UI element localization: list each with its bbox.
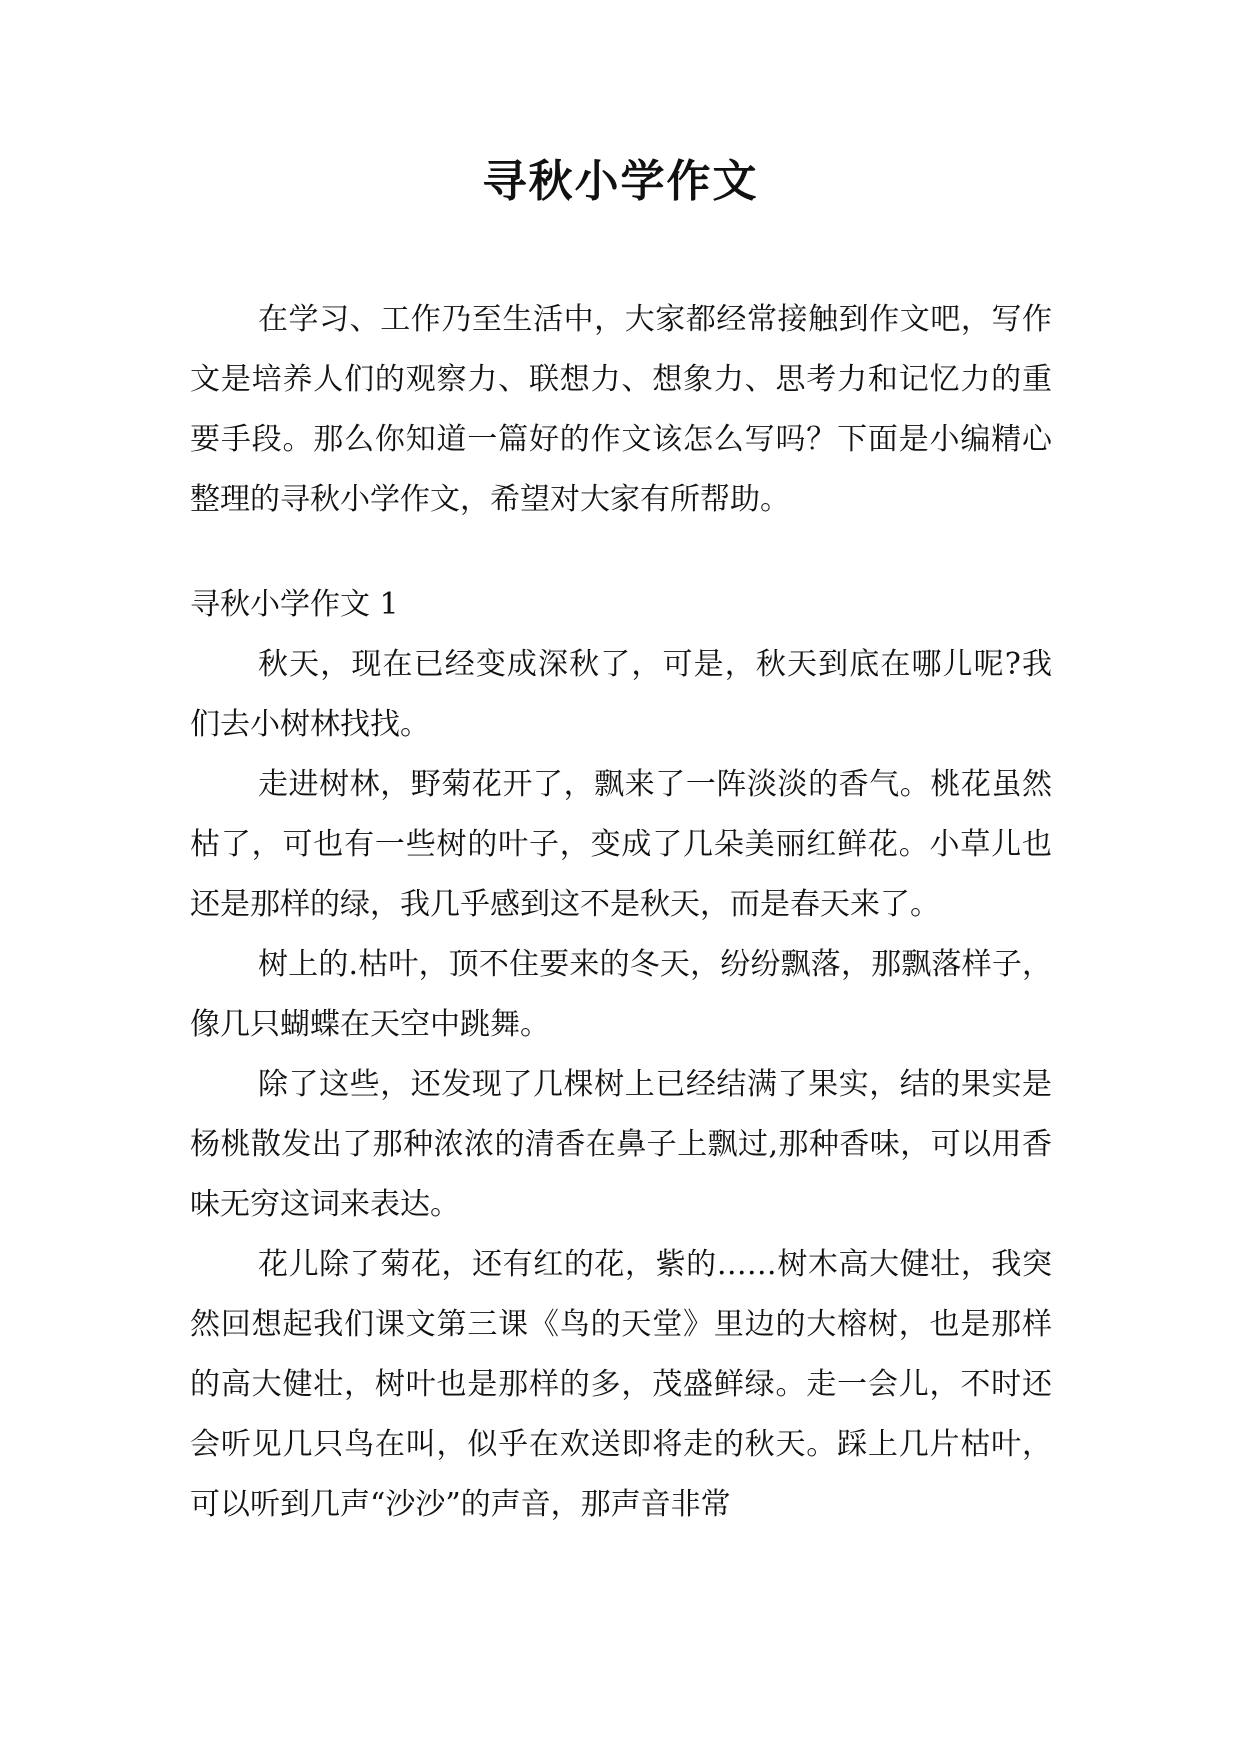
document-title: 寻秋小学作文 (482, 156, 759, 207)
essay-paragraph: 树上的.枯叶，顶不住要来的冬天，纷纷飘落，那飘落样子，像几只蝴蝶在天空中跳舞。 (190, 947, 1052, 1042)
section-heading: 寻秋小学作文 1 (190, 587, 399, 622)
essay-paragraph: 花儿除了菊花，还有红的花，紫的……树木高大健壮，我突然回想起我们课文第三课《鸟的天堂》里边的大榕树，也是那样的高大健壮，树叶也是那样的多，茂盛鲜绿。走一会儿，不时还会听见几只鸟在叫，似乎在欢送即将走的秋天。踩上几片枯叶，可以听到几声“沙沙”的声音，那声音非常 (190, 1247, 1052, 1522)
intro-paragraph: 在学习、工作乃至生活中，大家都经常接触到作文吧，写作文是培养人们的观察力、联想力、想象力、思考力和记忆力的重要手段。那么你知道一篇好的作文该怎么写吗？下面是小编精心整理的寻秋小学作文，希望对大家有所帮助。 (190, 302, 1052, 517)
essay-body (190, 635, 1052, 1535)
essay-paragraph: 除了这些，还发现了几棵树上已经结满了果实，结的果实是杨桃散发出了那种浓浓的清香在鼻子上飘过,那种香味，可以用香味无穷这词来表达。 (190, 1067, 1052, 1222)
essay-paragraph: 走进树林，野菊花开了，飘来了一阵淡淡的香气。桃花虽然枯了，可也有一些树的叶子，变成了几朵美丽红鲜花。小草儿也还是那样的绿，我几乎感到这不是秋天，而是春天来了。 (190, 767, 1052, 922)
essay-paragraph: 秋天，现在已经变成深秋了，可是，秋天到底在哪儿呢?我们去小树林找找。 (190, 647, 1052, 742)
intro-section (190, 290, 1052, 530)
